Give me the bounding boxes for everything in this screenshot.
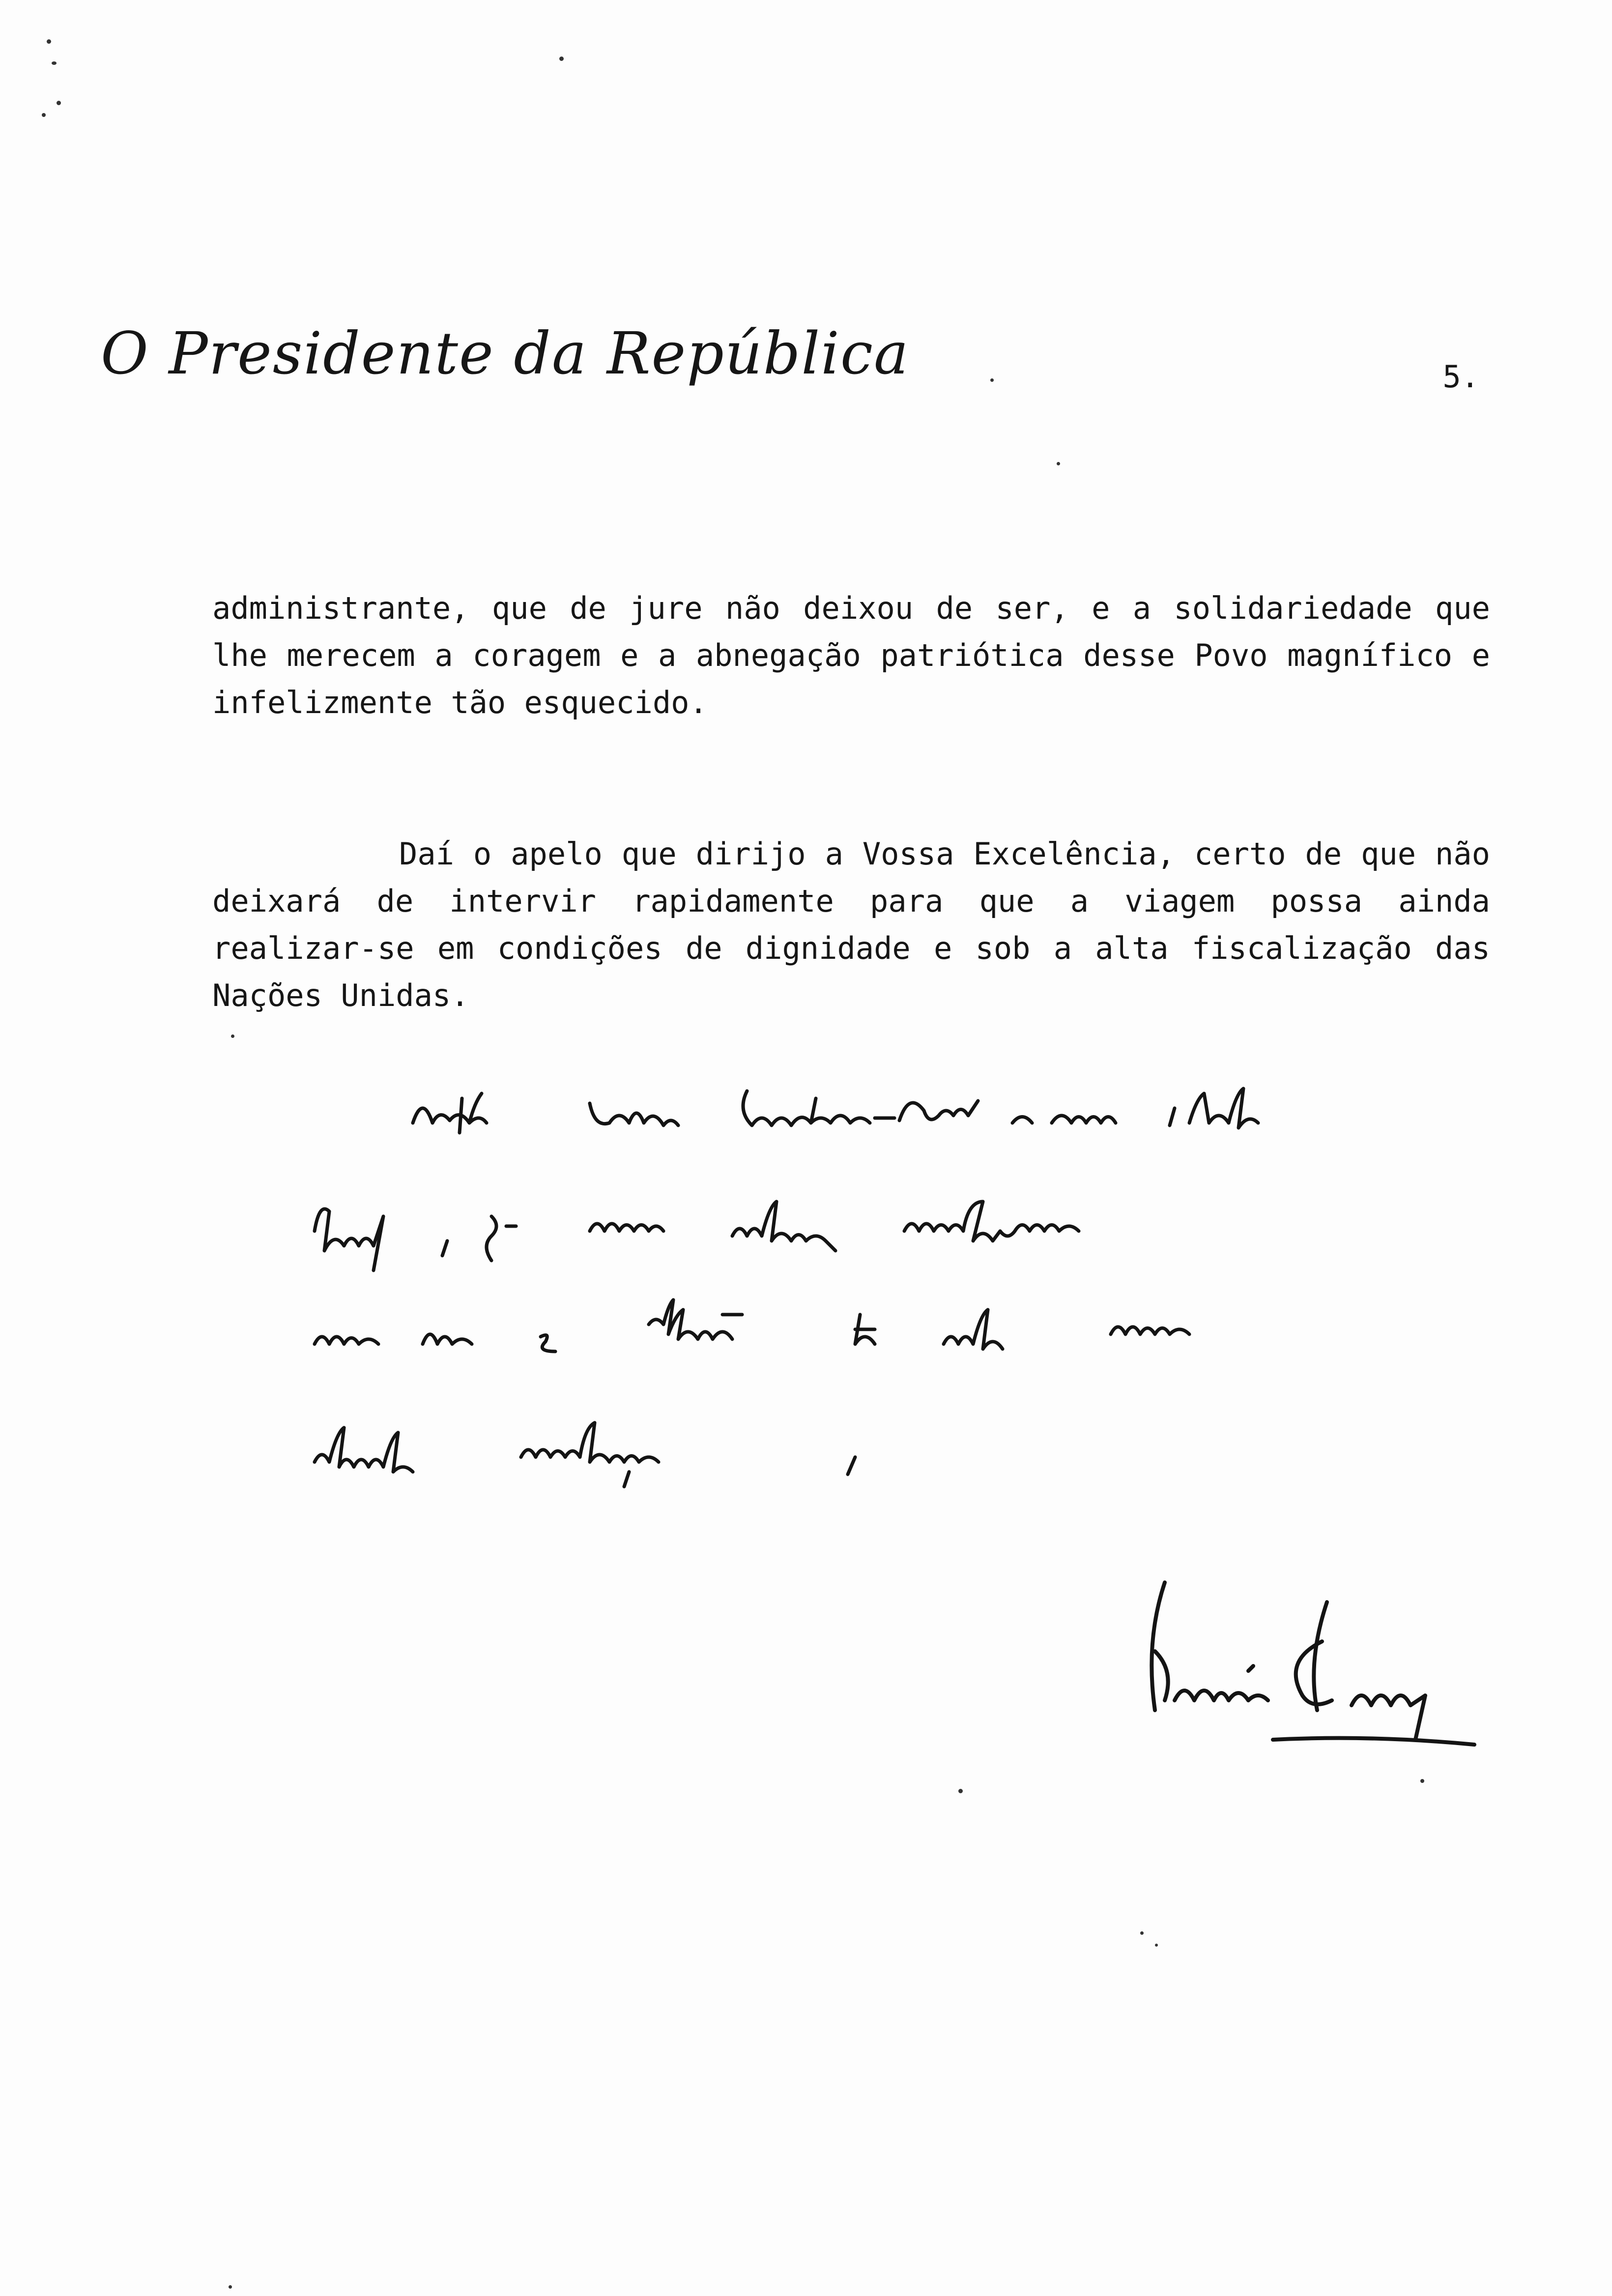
scan-speck [231,1034,234,1038]
body-paragraph-continuation: administrante, que de jure não deixou de ser, e a solidariedade que lhe merecem a coragem e a abnegação patriótica desse Povo magnífico e infelizmente tão esquecido. [212,590,1490,720]
scan-speck [42,113,46,117]
scan-speck [1057,462,1060,465]
signature [1116,1573,1489,1784]
page-number: 5. [1442,359,1479,395]
letterhead-title: O Presidente da República [101,319,910,387]
scan-speck [47,39,51,44]
body-paragraph-appeal: Daí o apelo que dirijo a Vossa Excelência, certo de que não deixará de intervir rapidamente para que a viagem possa ainda realizar-se em condições de dignidade e sob a alta fiscalização das Nações Unidas. [212,836,1490,1013]
scan-speck [1155,1944,1158,1947]
scan-speck [559,57,564,61]
scan-speck [57,101,61,105]
scan-speck [229,2285,232,2289]
scan-speck [52,61,57,65]
scan-speck [990,378,994,382]
scan-speck [958,1789,963,1793]
handwritten-closing [275,1069,1524,1511]
scan-speck [1420,1779,1424,1783]
scan-speck [1140,1931,1144,1935]
